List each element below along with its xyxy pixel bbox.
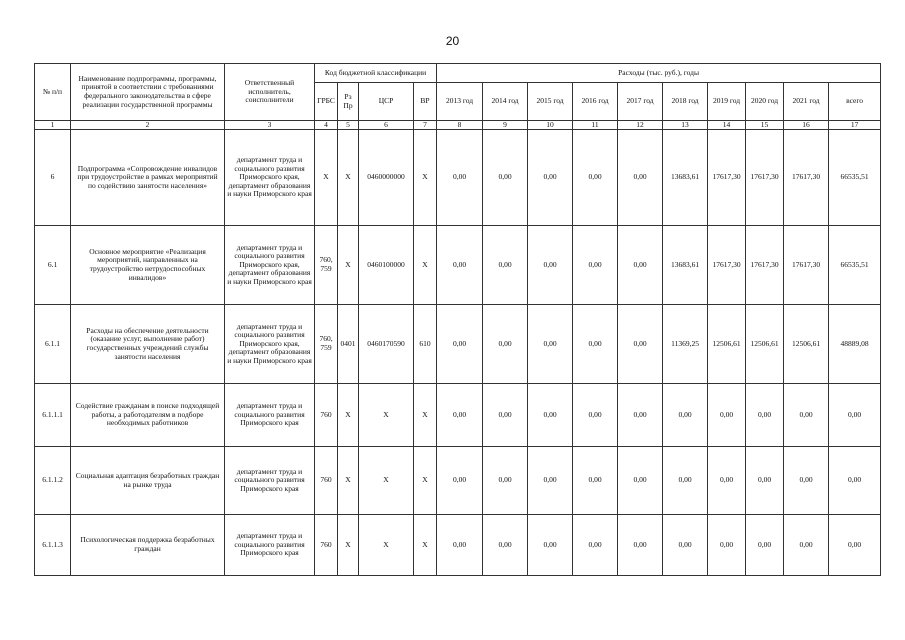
row-year-value: 0,00 bbox=[483, 384, 528, 447]
row-year-value: 17617,30 bbox=[784, 130, 829, 226]
row-year-value: 0,00 bbox=[573, 130, 618, 226]
row-grbs: 760 bbox=[315, 384, 338, 447]
row-number: 6.1.1 bbox=[35, 305, 71, 384]
header-year-2017: 2017 год bbox=[618, 83, 663, 121]
row-year-value: 13683,61 bbox=[663, 130, 708, 226]
row-rzpr: 0401 bbox=[338, 305, 359, 384]
row-year-value: 17617,30 bbox=[784, 226, 829, 305]
header-rzpr: Рз Пр bbox=[338, 83, 359, 121]
row-year-value: 0,00 bbox=[708, 447, 746, 515]
column-index: 4 bbox=[315, 121, 338, 130]
row-name: Социальная адаптация безработных граждан на рынке труда bbox=[71, 447, 225, 515]
row-rzpr: X bbox=[338, 384, 359, 447]
row-year-value: 0,00 bbox=[437, 384, 483, 447]
column-index: 17 bbox=[829, 121, 881, 130]
row-year-value: 0,00 bbox=[573, 305, 618, 384]
row-year-value: 0,00 bbox=[528, 515, 573, 576]
row-year-value: 12506,61 bbox=[746, 305, 784, 384]
table-row bbox=[35, 305, 881, 384]
header-vr: ВР bbox=[414, 83, 437, 121]
row-csr: 0460100000 bbox=[359, 226, 414, 305]
column-index: 5 bbox=[338, 121, 359, 130]
row-name: Содействие гражданам в поиске подходящей работы, а работодателям в подборе необходимых работников bbox=[71, 384, 225, 447]
row-year-value: 0,00 bbox=[746, 447, 784, 515]
row-year-value: 0,00 bbox=[437, 130, 483, 226]
header-csr: ЦСР bbox=[359, 83, 414, 121]
row-grbs: X bbox=[315, 130, 338, 226]
column-index: 7 bbox=[414, 121, 437, 130]
row-year-value: 0,00 bbox=[483, 130, 528, 226]
row-year-value: 0,00 bbox=[618, 515, 663, 576]
row-year-value: 0,00 bbox=[483, 226, 528, 305]
budget-table bbox=[34, 63, 881, 576]
table-row bbox=[35, 130, 881, 226]
header-total: всего bbox=[829, 83, 881, 121]
row-total-value: 0,00 bbox=[829, 447, 881, 515]
row-grbs: 760 bbox=[315, 515, 338, 576]
row-csr: X bbox=[359, 384, 414, 447]
row-year-value: 17617,30 bbox=[746, 130, 784, 226]
column-index: 10 bbox=[528, 121, 573, 130]
row-responsible: департамент труда и социального развития Приморского края bbox=[225, 515, 315, 576]
column-index: 14 bbox=[708, 121, 746, 130]
row-vr: X bbox=[414, 130, 437, 226]
row-name: Психологическая поддержка безработных граждан bbox=[71, 515, 225, 576]
column-index: 9 bbox=[483, 121, 528, 130]
header-budget-code: Код бюджетной классификации bbox=[315, 64, 437, 83]
row-csr: 0460000000 bbox=[359, 130, 414, 226]
row-year-value: 0,00 bbox=[483, 305, 528, 384]
row-vr: 610 bbox=[414, 305, 437, 384]
row-total-value: 0,00 bbox=[829, 515, 881, 576]
column-index: 2 bbox=[71, 121, 225, 130]
row-year-value: 17617,30 bbox=[708, 226, 746, 305]
column-index: 6 bbox=[359, 121, 414, 130]
header-year-2018: 2018 год bbox=[663, 83, 708, 121]
header-year-2019: 2019 год bbox=[708, 83, 746, 121]
row-year-value: 0,00 bbox=[573, 447, 618, 515]
row-rzpr: X bbox=[338, 130, 359, 226]
row-number: 6.1 bbox=[35, 226, 71, 305]
row-year-value: 0,00 bbox=[573, 384, 618, 447]
row-year-value: 17617,30 bbox=[746, 226, 784, 305]
column-index: 15 bbox=[746, 121, 784, 130]
row-year-value: 0,00 bbox=[618, 447, 663, 515]
column-index: 3 bbox=[225, 121, 315, 130]
table-row bbox=[35, 515, 881, 576]
row-responsible: департамент труда и социального развития Приморского края, департамент образования и науки Приморского края bbox=[225, 305, 315, 384]
row-rzpr: X bbox=[338, 447, 359, 515]
row-year-value: 13683,61 bbox=[663, 226, 708, 305]
row-total-value: 48889,08 bbox=[829, 305, 881, 384]
header-year-2021: 2021 год bbox=[784, 83, 829, 121]
row-number: 6.1.1.1 bbox=[35, 384, 71, 447]
column-index: 11 bbox=[573, 121, 618, 130]
row-csr: X bbox=[359, 515, 414, 576]
row-number: 6.1.1.2 bbox=[35, 447, 71, 515]
row-year-value: 0,00 bbox=[483, 515, 528, 576]
column-index: 12 bbox=[618, 121, 663, 130]
row-year-value: 0,00 bbox=[618, 384, 663, 447]
table-row bbox=[35, 384, 881, 447]
row-name: Расходы на обеспечение деятельности (оказание услуг, выполнение работ) государственных учреждений службы занятости населения bbox=[71, 305, 225, 384]
row-total-value: 66535,51 bbox=[829, 226, 881, 305]
row-responsible: департамент труда и социального развития Приморского края bbox=[225, 384, 315, 447]
row-vr: X bbox=[414, 226, 437, 305]
row-year-value: 0,00 bbox=[746, 384, 784, 447]
row-year-value: 0,00 bbox=[573, 515, 618, 576]
row-number: 6 bbox=[35, 130, 71, 226]
row-year-value: 0,00 bbox=[437, 305, 483, 384]
row-grbs: 760, 759 bbox=[315, 226, 338, 305]
row-year-value: 0,00 bbox=[437, 447, 483, 515]
row-year-value: 0,00 bbox=[573, 226, 618, 305]
row-total-value: 66535,51 bbox=[829, 130, 881, 226]
row-year-value: 0,00 bbox=[663, 515, 708, 576]
column-index: 1 bbox=[35, 121, 71, 130]
row-responsible: департамент труда и социального развития Приморского края, департамент образования и науки Приморского края bbox=[225, 130, 315, 226]
row-year-value: 12506,61 bbox=[784, 305, 829, 384]
row-total-value: 0,00 bbox=[829, 384, 881, 447]
row-year-value: 0,00 bbox=[528, 130, 573, 226]
column-index: 13 bbox=[663, 121, 708, 130]
row-year-value: 0,00 bbox=[618, 305, 663, 384]
row-grbs: 760, 759 bbox=[315, 305, 338, 384]
header-name: Наименование подпрограммы, программы, принятой в соответствии с требованиями федерального законодательства в сфере реализации государственной программы bbox=[71, 64, 225, 121]
row-year-value: 0,00 bbox=[528, 384, 573, 447]
row-name: Основное мероприятие «Реализация мероприятий, направленных на трудоустройство нетрудоспособных инвалидов» bbox=[71, 226, 225, 305]
row-year-value: 0,00 bbox=[618, 226, 663, 305]
row-year-value: 0,00 bbox=[437, 226, 483, 305]
header-year-2016: 2016 год bbox=[573, 83, 618, 121]
row-year-value: 0,00 bbox=[528, 305, 573, 384]
row-year-value: 0,00 bbox=[528, 447, 573, 515]
row-year-value: 0,00 bbox=[784, 447, 829, 515]
row-responsible: департамент труда и социального развития Приморского края, департамент образования и науки Приморского края bbox=[225, 226, 315, 305]
row-year-value: 0,00 bbox=[618, 130, 663, 226]
header-expenses: Расходы (тыс. руб.), годы bbox=[437, 64, 881, 83]
column-index: 16 bbox=[784, 121, 829, 130]
row-year-value: 0,00 bbox=[708, 384, 746, 447]
row-responsible: департамент труда и социального развития Приморского края bbox=[225, 447, 315, 515]
header-no: № п/п bbox=[35, 64, 71, 121]
header-year-2015: 2015 год bbox=[528, 83, 573, 121]
header-year-2013: 2013 год bbox=[437, 83, 483, 121]
table-row bbox=[35, 226, 881, 305]
row-year-value: 11369,25 bbox=[663, 305, 708, 384]
column-index: 8 bbox=[437, 121, 483, 130]
header-year-2020: 2020 год bbox=[746, 83, 784, 121]
header-year-2014: 2014 год bbox=[483, 83, 528, 121]
row-year-value: 0,00 bbox=[663, 384, 708, 447]
row-year-value: 0,00 bbox=[483, 447, 528, 515]
row-csr: X bbox=[359, 447, 414, 515]
header-grbs: ГРБС bbox=[315, 83, 338, 121]
column-index-row bbox=[35, 121, 881, 130]
row-year-value: 0,00 bbox=[437, 515, 483, 576]
row-year-value: 0,00 bbox=[708, 515, 746, 576]
row-vr: X bbox=[414, 515, 437, 576]
page-number: 20 bbox=[445, 34, 460, 48]
row-year-value: 0,00 bbox=[784, 515, 829, 576]
row-rzpr: X bbox=[338, 515, 359, 576]
table-row bbox=[35, 447, 881, 515]
row-year-value: 0,00 bbox=[746, 515, 784, 576]
row-vr: X bbox=[414, 447, 437, 515]
row-vr: X bbox=[414, 384, 437, 447]
row-year-value: 0,00 bbox=[663, 447, 708, 515]
row-csr: 0460170590 bbox=[359, 305, 414, 384]
row-year-value: 0,00 bbox=[528, 226, 573, 305]
row-number: 6.1.1.3 bbox=[35, 515, 71, 576]
row-year-value: 17617,30 bbox=[708, 130, 746, 226]
row-name: Подпрограмма «Сопровождение инвалидов при трудоустройстве в рамках мероприятий по содействию занятости населения» bbox=[71, 130, 225, 226]
row-year-value: 12506,61 bbox=[708, 305, 746, 384]
header-responsible: Ответственный исполнитель, соисполнители bbox=[225, 64, 315, 121]
row-rzpr: X bbox=[338, 226, 359, 305]
row-year-value: 0,00 bbox=[784, 384, 829, 447]
row-grbs: 760 bbox=[315, 447, 338, 515]
